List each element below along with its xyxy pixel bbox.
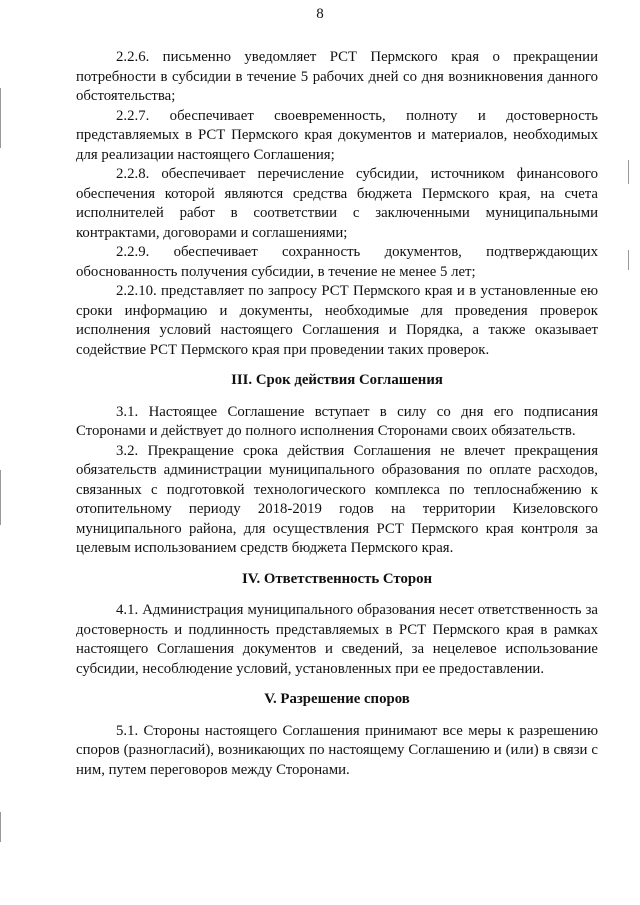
document-body: [76, 48, 598, 780]
left-margin-mark: [0, 88, 1, 148]
clause-2-2-9: 2.2.9. обеспечивает сохранность документов, подтверждающих обоснованность получения субсидии, в течение не менее 5 лет;: [76, 244, 598, 280]
clause-4-1: 4.1. Администрация муниципального образования несет ответственность за достоверность и подлинность представляемых в РСТ Пермского края в рамках настоящего Соглашения документов и сведений, за нецелевое использование субсидии, несоблюдение условий, установленных при ее предоставлении.: [76, 602, 598, 677]
clause-2-2-6: 2.2.6. письменно уведомляет РСТ Пермского края о прекращении потребности в субсидии в течение 5 рабочих дней со дня возникновения данного обстоятельства;: [76, 49, 598, 104]
page-number: 8: [316, 6, 324, 22]
section-4-heading: IV. Ответственность Сторон: [241, 570, 433, 587]
section-5-heading: V. Разрешение споров: [264, 691, 410, 707]
clause-3-1: 3.1. Настоящее Соглашение вступает в силу со дня его подписания Сторонами и действует до полного исполнения Сторонами своих обязательств.: [76, 403, 598, 439]
clause-2-2-10: 2.2.10. представляет по запросу РСТ Пермского края и в установленные ею сроки информацию и документы, необходимые для проведения проверок исполнения условий настоящего Соглашения и Порядка, а также оказывает содействие РСТ Пермского края при проведении таких проверок.: [76, 283, 598, 358]
clause-2-2-7: 2.2.7. обеспечивает своевременность, полноту и достоверность представляемых в РСТ Пермского края документов и материалов, необходимых для реализации настоящего Соглашения;: [76, 107, 598, 163]
clause-5-1: 5.1. Стороны настоящего Соглашения принимают все меры к разрешению споров (разногласий), возникающих по настоящему Соглашению и (или) в связи с ним, путем переговоров между Сторонами.: [76, 722, 598, 778]
clause-3-2: 3.2. Прекращение срока действия Соглашения не влечет прекращения обязательств администрации муниципального образования по оплате расходов, связанных с подготовкой технологического комплекса по теплоснабжению к отопительному периоду 2018-2019 годов на территории Кизеловского муниципального района, для осуществления РСТ Пермского края контроля за целевым использованием средств бюджета Пермского края.: [76, 442, 598, 556]
section-3-heading: III. Срок действия Соглашения: [231, 372, 443, 388]
clause-2-2-8: 2.2.8. обеспечивает перечисление субсидии, источником финансового обеспечения которой являются средства бюджета Пермского края, на счета исполнителей работ в соответствии с заключенными муниципальными контрактами, договорами и соглашениями;: [76, 166, 598, 241]
left-margin-mark: [0, 470, 1, 525]
right-margin-mark: [628, 250, 629, 270]
left-margin-mark: [0, 812, 1, 842]
right-margin-mark: [628, 160, 629, 184]
